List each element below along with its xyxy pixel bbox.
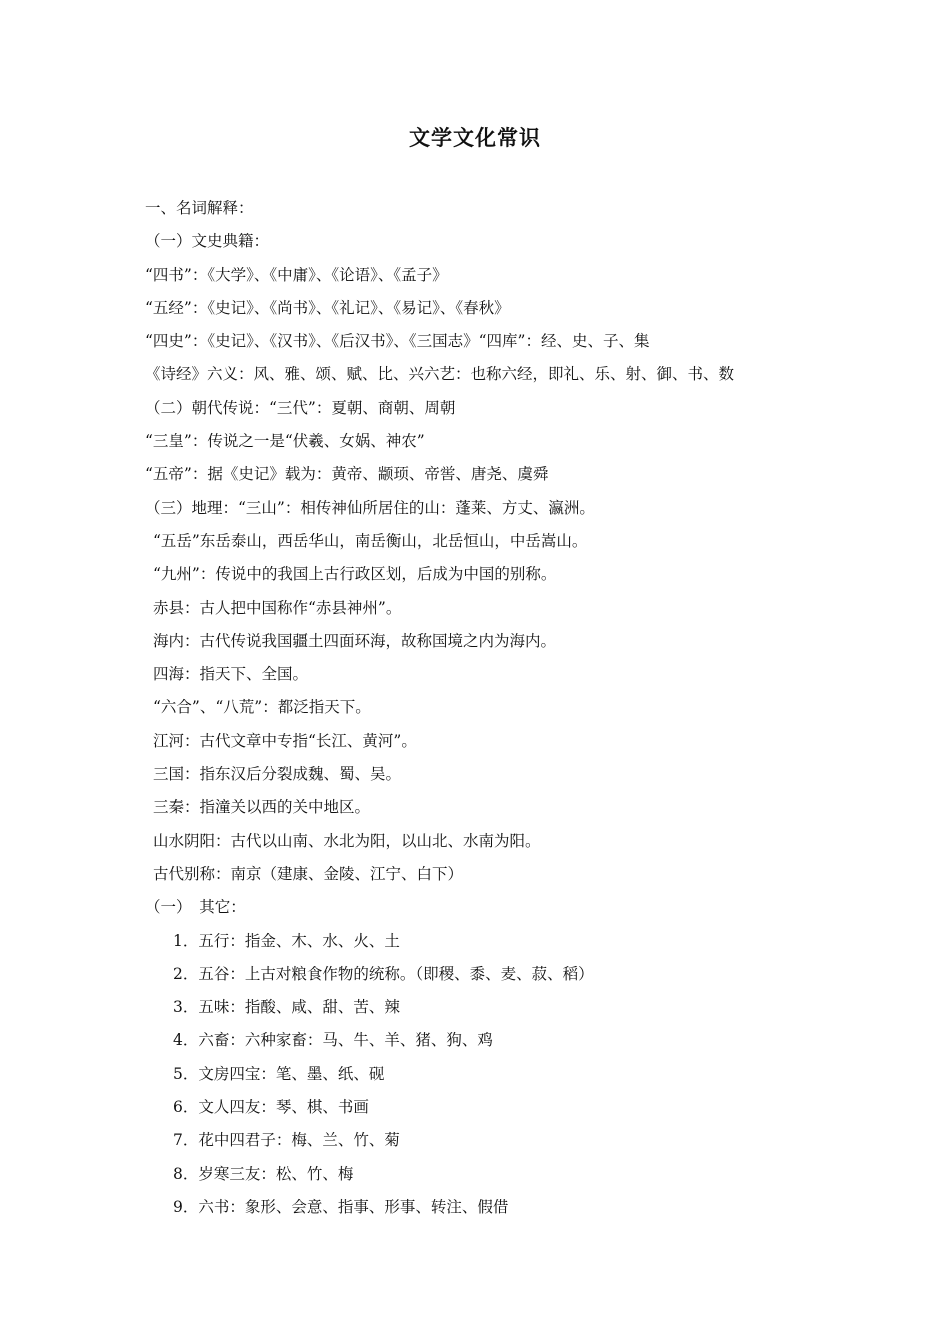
list-item: 9．六书：象形、会意、指事、形事、转注、假借	[173, 1197, 509, 1216]
text-line: 三国：指东汉后分裂成魏、蜀、吴。	[153, 765, 402, 784]
text-line: “五帝”：据《史记》载为：黄帝、颛顼、帝喾、唐尧、虞舜	[145, 465, 549, 484]
text-line: “五岳”东岳泰山，西岳华山，南岳衡山，北岳恒山，中岳嵩山。	[153, 531, 588, 550]
list-item: 3．五味：指酸、咸、甜、苦、辣	[173, 998, 400, 1017]
section-heading: 一、名词解释：	[145, 199, 254, 217]
text-line: 赤县：古人把中国称作“赤县神州”。	[153, 598, 402, 617]
text-line: “五经”：《史记》、《尚书》、《礼记》、《易记》、《春秋》	[145, 298, 510, 317]
text-line: “九州”：传说中的我国上古行政区划，后成为中国的别称。	[153, 565, 557, 584]
list-item: 8．岁寒三友：松、竹、梅	[173, 1164, 354, 1183]
list-item: 5．文房四宝：笔、墨、纸、砚	[173, 1064, 385, 1083]
text-line: 《诗经》六义：风、雅、颂、赋、比、兴六艺：也称六经，即礼、乐、射、御、书、数	[145, 365, 735, 384]
text-line: “四书”：《大学》、《中庸》、《论语》、《孟子》	[145, 265, 448, 284]
list-item: 6．文人四友：琴、棋、书画	[173, 1098, 369, 1117]
text-line: 四海：指天下、全国。	[153, 665, 309, 684]
list-item: 7．花中四君子：梅、兰、竹、菊	[173, 1131, 400, 1150]
text-line: 山水阴阳：古代以山南、水北为阳，以山北、水南为阳。	[153, 831, 541, 850]
text-line: “三皇”：传说之一是“伏羲、女娲、神农”	[145, 432, 425, 451]
text-line: 海内：古代传说我国疆土四面环海，故称国境之内为海内。	[153, 631, 557, 650]
content-body	[145, 192, 845, 1224]
subsection-heading: （三）地理：“三山”：相传神仙所居住的山：蓬莱、方丈、瀛洲。	[145, 498, 595, 517]
subsection-heading: （二）朝代传说：“三代”：夏朝、商朝、周朝	[145, 398, 456, 417]
text-line: “六合”、“八荒”：都泛指天下。	[153, 698, 371, 717]
subsection-heading: （一） 其它：	[145, 898, 246, 917]
text-line: 三秦：指潼关以西的关中地区。	[153, 798, 371, 817]
list-item: 1．五行：指金、木、水、火、土	[173, 931, 400, 950]
text-line: “四史”：《史记》、《汉书》、《后汉书》、《三国志》“四库”：经、史、子、集	[145, 332, 650, 351]
subsection-heading: （一）文史典籍：	[145, 232, 270, 251]
text-line: 江河：古代文章中专指“长江、黄河”。	[153, 731, 417, 750]
list-item: 4．六畜：六种家畜：马、牛、羊、猪、狗、鸡	[173, 1031, 493, 1050]
list-item: 2．五谷：上古对粮食作物的统称。（即稷、黍、麦、菽、稻）	[173, 964, 594, 983]
text-line: 古代别称：南京（建康、金陵、江宁、白下）	[153, 864, 464, 883]
page-title: 文学文化常识	[409, 126, 541, 150]
